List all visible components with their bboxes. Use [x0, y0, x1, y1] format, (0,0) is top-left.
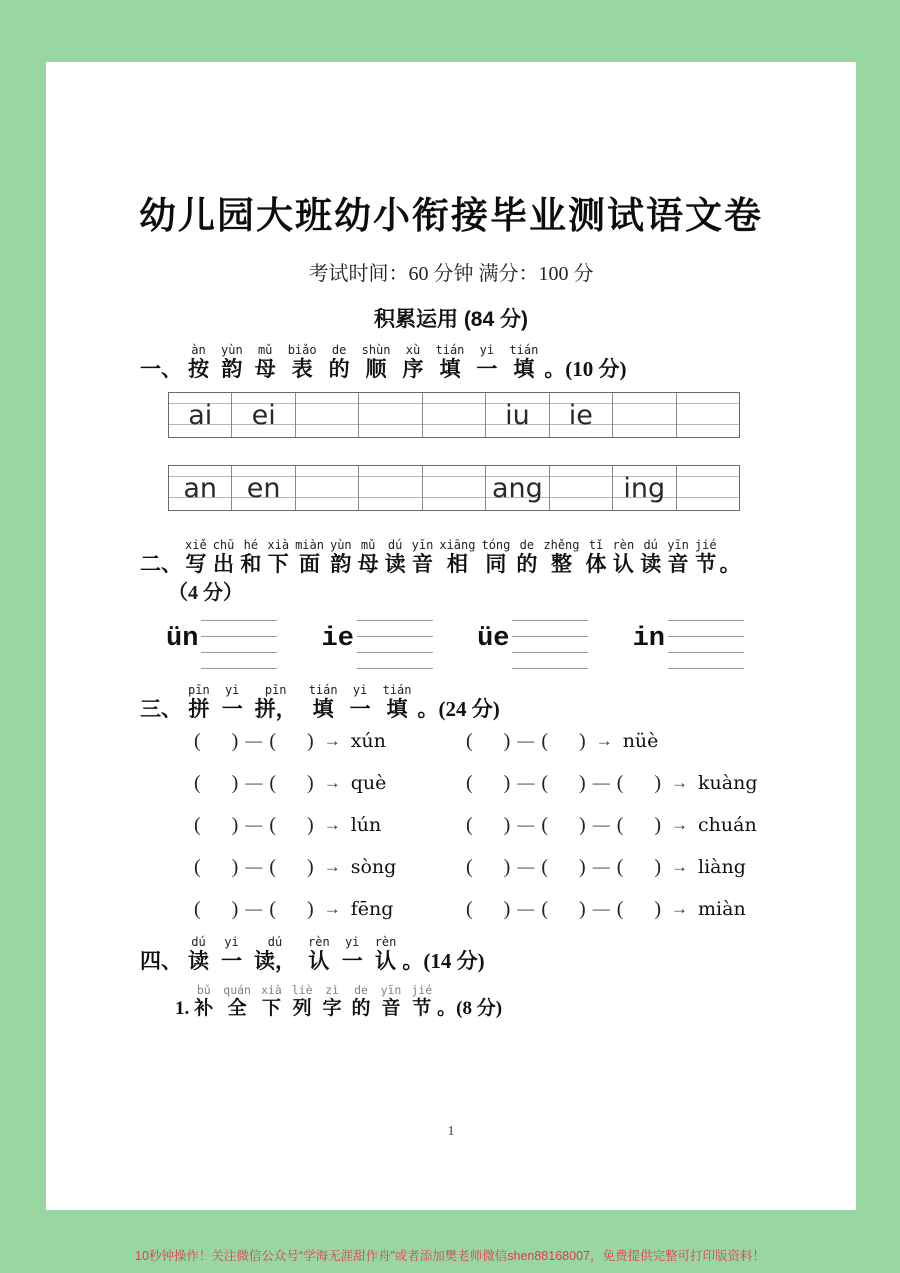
section-three-text-with-pinyin — [182, 683, 418, 722]
blank-parentheses: ( ) — [541, 897, 586, 920]
ruby-unit — [409, 538, 437, 577]
pinyin-annotation: yi — [224, 935, 239, 949]
dash-separator: — — [245, 899, 263, 918]
chinese-character: 填 — [513, 357, 535, 381]
arrow-icon: → — [671, 899, 689, 918]
page-number: 1 — [447, 1124, 455, 1139]
pinyin-annotation: xià — [267, 538, 290, 552]
chinese-character: 下 — [267, 552, 289, 576]
chinese-character: 同 — [485, 552, 507, 576]
chinese-character: 填 — [312, 697, 334, 721]
pinyin-table-cell — [677, 393, 739, 437]
blank-parentheses: ( ) — [269, 897, 314, 920]
final-label: ie — [321, 624, 354, 654]
section-one-number: 一、 — [140, 357, 182, 381]
dash-separator: — — [592, 899, 610, 918]
spelling-row — [194, 762, 804, 804]
blank-parentheses: ( ) — [541, 729, 586, 752]
final-value — [359, 393, 421, 435]
ruby-unit — [610, 538, 638, 577]
ruby-unit — [248, 935, 302, 974]
dash-separator: — — [517, 899, 535, 918]
section-two-period: 。 — [719, 552, 741, 576]
dash-separator: — — [245, 857, 263, 876]
chinese-character: 认 — [308, 949, 330, 973]
chinese-character: 一 — [221, 949, 242, 973]
blank-parentheses: ( ) — [541, 771, 586, 794]
dash-separator: — — [517, 815, 535, 834]
ruby-unit — [664, 538, 692, 577]
blank-parentheses: ( ) — [269, 813, 314, 836]
promo-footer-text: 10秒钟操作！关注微信公众号“学海无涯甜作舟”或者添加樊老师微信shen88168007，免费提供完整可打印版资料！ — [135, 1249, 765, 1263]
paper-title: 幼儿园大班幼小衔接毕业测试语文卷 — [139, 195, 763, 236]
ruby-unit — [292, 538, 327, 577]
chinese-character: 母 — [254, 357, 276, 381]
chinese-character: 一 — [221, 697, 243, 721]
chinese-character: 相 — [446, 552, 468, 576]
chinese-character: 认 — [375, 949, 397, 973]
section-three-spelling-rows — [194, 720, 804, 930]
final-value — [677, 466, 739, 508]
dash-separator: — — [592, 857, 610, 876]
chinese-character: 字 — [322, 998, 342, 1019]
ruby-unit — [470, 343, 503, 382]
pinyin-annotation: de — [331, 343, 347, 357]
chinese-character: 面 — [299, 552, 321, 576]
pinyin-annotation: tǐ — [588, 538, 604, 552]
ruby-unit — [406, 983, 437, 1020]
chinese-character: 节 — [695, 552, 717, 576]
chinese-character: 一 — [341, 949, 363, 973]
pinyin-annotation: xiāng — [439, 538, 476, 552]
chinese-character: 的 — [516, 552, 538, 576]
final-value — [423, 466, 485, 508]
pinyin-annotation: bǔ — [196, 983, 211, 997]
pinyin-annotation: yùn — [221, 343, 243, 357]
blank-parentheses: ( ) — [616, 855, 662, 878]
blank-parentheses: ( ) — [466, 771, 511, 794]
chinese-character: 填 — [386, 697, 408, 721]
chinese-character: 音 — [412, 552, 433, 576]
final-value — [613, 393, 675, 435]
pinyin-table-cell — [677, 466, 739, 510]
answer-grid — [201, 620, 277, 669]
pinyin-annotation: jié — [411, 983, 433, 997]
final-value: ing — [623, 473, 666, 504]
section-one-score: 。(10 分) — [544, 357, 627, 381]
ruby-unit — [382, 538, 409, 577]
ruby-unit — [249, 343, 282, 382]
final-value — [359, 466, 421, 508]
chinese-character: 节 — [412, 998, 432, 1019]
ruby-unit — [513, 538, 540, 577]
pinyin-table-cell — [232, 466, 295, 510]
chinese-character: 读 — [384, 552, 406, 576]
pinyin-annotation: xù — [405, 343, 421, 357]
chinese-character: 一 — [349, 697, 371, 721]
final-with-blank — [322, 614, 433, 669]
dash-separator: — — [592, 773, 610, 792]
ruby-unit — [323, 343, 356, 382]
pinyin-annotation: yīn — [667, 538, 689, 552]
arrow-icon: → — [323, 815, 341, 834]
pinyin-annotation: yīn — [380, 983, 402, 997]
target-syllable: sòng — [350, 856, 397, 878]
section-three-number: 三、 — [140, 697, 182, 721]
dash-separator: — — [517, 731, 535, 750]
final-value — [550, 466, 612, 508]
pinyin-table-cell — [232, 393, 295, 437]
ruby-unit — [336, 935, 369, 974]
blank-parentheses: ( ) — [194, 771, 239, 794]
pinyin-table-cell — [613, 466, 676, 510]
section-two-blanks — [166, 614, 744, 669]
chinese-character: 一 — [476, 357, 498, 381]
pinyin-annotation: jié — [694, 538, 717, 552]
ruby-unit — [356, 343, 397, 382]
section-four-subitem-heading — [175, 983, 502, 1020]
target-syllable: lún — [350, 814, 382, 836]
ruby-unit — [210, 538, 238, 577]
pinyin-annotation: chū — [212, 538, 235, 552]
section-three-score: 。(24 分) — [417, 697, 500, 721]
pinyin-annotation: xià — [260, 983, 282, 997]
spelling-group — [466, 730, 658, 753]
target-syllable: fēng — [350, 898, 394, 920]
chinese-character: 补 — [194, 998, 214, 1019]
pinyin-annotation: yùn — [329, 538, 352, 552]
target-syllable: miàn — [698, 898, 746, 920]
chinese-character: 整 — [550, 552, 572, 576]
answer-grid — [512, 620, 588, 669]
arrow-icon: → — [595, 731, 613, 750]
pinyin-annotation: yīn — [411, 538, 434, 552]
chinese-character: 的 — [328, 357, 350, 381]
pinyin-annotation: rèn — [612, 538, 635, 552]
chinese-character: 出 — [213, 552, 235, 576]
pinyin-annotation: mǔ — [360, 538, 376, 552]
ruby-unit — [218, 983, 256, 1020]
blank-parentheses: ( ) — [194, 855, 239, 878]
chinese-character: 和 — [240, 552, 262, 576]
blank-parentheses: ( ) — [541, 855, 586, 878]
pinyin-annotation: yi — [344, 935, 360, 949]
exam-info: 考试时间：60 分钟 满分：100 分 — [308, 263, 594, 285]
spelling-group — [466, 772, 758, 795]
finals-table-row1 — [168, 392, 740, 438]
blank-parentheses: ( ) — [466, 813, 511, 836]
target-syllable: xún — [350, 730, 386, 752]
ruby-unit — [215, 935, 248, 974]
section-three-heading — [140, 683, 500, 722]
pinyin-annotation: rèn — [308, 935, 330, 949]
section-two-number: 二、 — [140, 552, 182, 576]
ruby-unit — [287, 983, 318, 1020]
pinyin-annotation: quán — [223, 983, 251, 997]
final-value: ie — [568, 400, 593, 431]
dash-separator: — — [245, 815, 263, 834]
test-paper-page — [46, 62, 856, 1210]
pinyin-annotation: àn — [191, 343, 206, 357]
ruby-unit — [347, 983, 376, 1020]
final-value — [677, 393, 739, 435]
arrow-icon: → — [323, 731, 341, 750]
ruby-unit — [355, 538, 382, 577]
pinyin-annotation: dú — [643, 538, 658, 552]
pinyin-annotation: tián — [382, 683, 412, 697]
blank-parentheses: ( ) — [269, 729, 314, 752]
chinese-character: 音 — [381, 998, 401, 1019]
spelling-group — [466, 856, 746, 879]
ruby-unit — [397, 343, 430, 382]
spelling-group — [194, 772, 466, 795]
spelling-group — [466, 814, 757, 837]
final-value: en — [246, 473, 281, 504]
arrow-icon: → — [323, 773, 341, 792]
final-value: ang — [492, 473, 543, 504]
arrow-icon: → — [671, 857, 689, 876]
pinyin-annotation: rèn — [374, 935, 397, 949]
ruby-unit — [182, 343, 215, 382]
chinese-character: 读， — [254, 949, 296, 973]
section-two-heading — [140, 538, 741, 577]
ruby-unit — [182, 683, 216, 722]
final-value: ai — [188, 400, 213, 431]
chinese-character: 音 — [667, 552, 689, 576]
ruby-unit — [692, 538, 720, 577]
chinese-character: 读 — [640, 552, 662, 576]
pinyin-annotation: yi — [479, 343, 495, 357]
target-syllable: kuàng — [698, 772, 758, 794]
spelling-row — [194, 888, 804, 930]
pinyin-annotation: de — [354, 983, 368, 997]
spelling-group — [194, 814, 466, 837]
finals-table-row2 — [168, 465, 740, 511]
ruby-unit — [318, 983, 347, 1020]
pinyin-annotation: hé — [243, 538, 259, 552]
section-four-text-with-pinyin — [182, 935, 402, 974]
final-value: ei — [251, 400, 276, 431]
final-with-blank — [633, 614, 744, 669]
section-four-score: 。(14 分) — [402, 949, 485, 973]
target-syllable: chuán — [698, 814, 757, 836]
pinyin-table-cell — [423, 393, 486, 437]
arrow-icon: → — [671, 815, 689, 834]
ruby-unit — [503, 343, 544, 382]
final-value: an — [183, 473, 218, 504]
pinyin-annotation: mǔ — [257, 343, 273, 357]
spelling-group — [194, 730, 466, 753]
pinyin-table-cell — [486, 393, 549, 437]
blank-parentheses: ( ) — [194, 729, 239, 752]
target-syllable: liàng — [698, 856, 746, 878]
dash-separator: — — [517, 773, 535, 792]
chinese-character: 下 — [261, 998, 281, 1019]
blank-parentheses: ( ) — [194, 897, 239, 920]
subitem-text-with-pinyin — [189, 983, 437, 1020]
chinese-character: 写 — [185, 552, 207, 576]
chinese-character: 列 — [292, 998, 312, 1019]
subitem-score: 。(8 分) — [437, 998, 503, 1019]
section-four-number: 四、 — [140, 949, 182, 973]
ruby-unit — [302, 935, 336, 974]
answer-grid — [668, 620, 744, 669]
final-value — [423, 393, 485, 435]
ruby-unit — [478, 538, 513, 577]
final-value — [296, 393, 358, 435]
ruby-unit — [583, 538, 610, 577]
spelling-row — [194, 846, 804, 888]
final-label: üe — [477, 624, 510, 654]
pinyin-annotation: tián — [435, 343, 465, 357]
pinyin-table-cell — [296, 393, 359, 437]
blank-parentheses: ( ) — [269, 855, 314, 878]
final-label: in — [632, 624, 665, 654]
answer-grid — [357, 620, 433, 669]
chinese-character: 韵 — [221, 357, 243, 381]
chinese-character: 顺 — [365, 357, 387, 381]
blank-parentheses: ( ) — [194, 813, 239, 836]
spelling-group — [194, 856, 466, 879]
pinyin-annotation: miàn — [295, 538, 324, 552]
ruby-unit — [430, 343, 471, 382]
pinyin-table-cell — [359, 466, 422, 510]
blank-parentheses: ( ) — [466, 729, 511, 752]
ruby-unit — [376, 983, 407, 1020]
target-syllable: nüè — [622, 730, 659, 752]
ruby-unit — [369, 935, 403, 974]
final-with-blank — [477, 614, 588, 669]
chinese-character: 拼 — [188, 697, 210, 721]
ruby-unit — [264, 538, 292, 577]
ruby-unit — [377, 683, 418, 722]
pinyin-table-cell — [550, 393, 613, 437]
pinyin-annotation: dú — [191, 935, 206, 949]
chinese-character: 拼， — [254, 697, 297, 721]
chinese-character: 韵 — [330, 552, 352, 576]
arrow-icon: → — [323, 857, 341, 876]
chinese-character: 序 — [402, 357, 424, 381]
spelling-group — [466, 898, 746, 921]
pinyin-annotation: tián — [509, 343, 539, 357]
ruby-unit — [182, 538, 210, 577]
blank-parentheses: ( ) — [541, 813, 586, 836]
pinyin-annotation: zhěng — [543, 538, 580, 552]
section-one-heading — [140, 343, 627, 382]
pinyin-annotation: tóng — [481, 538, 511, 552]
pinyin-annotation: pīn — [188, 683, 210, 697]
chinese-character: 读 — [188, 949, 209, 973]
dash-separator: — — [245, 731, 263, 750]
pinyin-table-cell — [359, 393, 422, 437]
final-value: iu — [505, 400, 530, 431]
blank-parentheses: ( ) — [269, 771, 314, 794]
pinyin-annotation: dú — [387, 538, 403, 552]
ruby-unit — [344, 683, 377, 722]
chinese-character: 填 — [439, 357, 461, 381]
subitem-number: 1. — [175, 998, 190, 1019]
pinyin-annotation: dú — [267, 935, 283, 949]
pinyin-annotation: zì — [325, 983, 339, 997]
chinese-character: 认 — [612, 552, 634, 576]
ruby-unit — [216, 683, 249, 722]
pinyin-table-cell — [423, 466, 486, 510]
pinyin-table-cell — [613, 393, 676, 437]
ruby-unit — [237, 538, 264, 577]
chinese-character: 母 — [357, 552, 379, 576]
pinyin-table-cell — [550, 466, 613, 510]
section-two-score: （4 分） — [168, 582, 243, 604]
pinyin-table-cell — [486, 466, 549, 510]
chinese-character: 表 — [291, 357, 313, 381]
ruby-unit — [327, 538, 355, 577]
section-four-heading — [140, 935, 485, 974]
pinyin-table-cell — [169, 393, 232, 437]
ruby-unit — [303, 683, 344, 722]
pinyin-annotation: pīn — [264, 683, 287, 697]
ruby-unit — [637, 538, 664, 577]
ruby-unit — [540, 538, 582, 577]
dash-separator: — — [592, 815, 610, 834]
pinyin-annotation: xiě — [185, 538, 207, 552]
spelling-row — [194, 804, 804, 846]
blank-parentheses: ( ) — [616, 813, 662, 836]
ruby-unit — [256, 983, 287, 1020]
dash-separator: — — [517, 857, 535, 876]
dash-separator: — — [245, 773, 263, 792]
ruby-unit — [189, 983, 218, 1020]
section-one-text-with-pinyin — [182, 343, 544, 382]
final-value — [296, 466, 358, 508]
chinese-character: 按 — [188, 357, 209, 381]
target-syllable: què — [350, 772, 387, 794]
pinyin-annotation: yi — [352, 683, 368, 697]
arrow-icon: → — [671, 773, 689, 792]
final-with-blank — [166, 614, 277, 669]
ruby-unit — [282, 343, 323, 382]
section-two-text-with-pinyin — [182, 538, 720, 577]
blank-parentheses: ( ) — [466, 897, 511, 920]
ruby-unit — [182, 935, 215, 974]
pinyin-annotation: shùn — [361, 343, 391, 357]
pinyin-annotation: biǎo — [287, 343, 317, 357]
chinese-character: 全 — [227, 998, 247, 1019]
pinyin-annotation: liè — [291, 983, 313, 997]
pinyin-annotation: de — [519, 538, 535, 552]
pinyin-annotation: yi — [224, 683, 240, 697]
spelling-row — [194, 720, 804, 762]
pinyin-table-cell — [169, 466, 232, 510]
chinese-character: 体 — [585, 552, 607, 576]
final-label: ün — [166, 624, 199, 654]
pinyin-table-cell — [296, 466, 359, 510]
ruby-unit — [215, 343, 249, 382]
spelling-group — [194, 898, 466, 921]
blank-parentheses: ( ) — [616, 897, 662, 920]
ruby-unit — [436, 538, 478, 577]
chinese-character: 的 — [351, 998, 371, 1019]
pinyin-annotation: tián — [308, 683, 338, 697]
ruby-unit — [249, 683, 303, 722]
blank-parentheses: ( ) — [616, 771, 662, 794]
part-header: 积累运用 (84 分) — [373, 308, 528, 331]
blank-parentheses: ( ) — [466, 855, 511, 878]
arrow-icon: → — [323, 899, 341, 918]
